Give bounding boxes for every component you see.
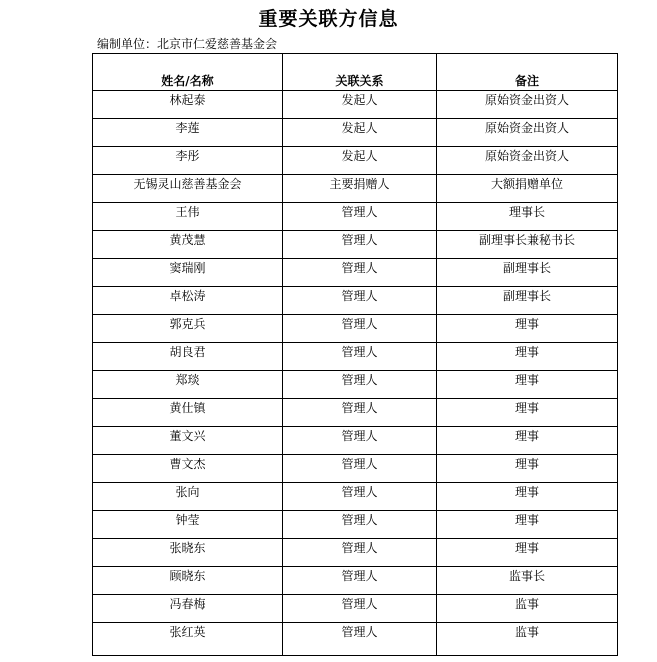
cell-relationship: 管理人 [283, 399, 437, 427]
table-row [93, 231, 618, 259]
table-row [93, 175, 618, 203]
cell-remark: 监事长 [437, 567, 618, 595]
table-row [93, 623, 618, 656]
cell-relationship: 管理人 [283, 315, 437, 343]
cell-name: 黄仕镇 [93, 399, 283, 427]
cell-name: 郭克兵 [93, 315, 283, 343]
cell-relationship: 管理人 [283, 539, 437, 567]
cell-remark: 监事 [437, 595, 618, 623]
cell-remark: 理事 [437, 511, 618, 539]
header-name: 姓名/名称 [93, 54, 283, 91]
cell-name: 顾晓东 [93, 567, 283, 595]
cell-remark: 理事 [437, 399, 618, 427]
cell-relationship: 主要捐赠人 [283, 175, 437, 203]
cell-remark: 理事长 [437, 203, 618, 231]
table-header [93, 54, 618, 91]
table-row [93, 147, 618, 175]
compiler-label: 编制单位：北京市仁爱慈善基金会 [97, 37, 278, 51]
table-row [93, 511, 618, 539]
cell-name: 张红英 [93, 623, 283, 656]
cell-relationship: 管理人 [283, 623, 437, 656]
table-row [93, 315, 618, 343]
cell-name: 李莲 [93, 119, 283, 147]
cell-remark: 原始资金出资人 [437, 91, 618, 119]
header-remark: 备注 [437, 54, 618, 91]
cell-relationship: 发起人 [283, 119, 437, 147]
cell-remark: 监事 [437, 623, 618, 656]
cell-remark: 副理事长 [437, 287, 618, 315]
cell-remark: 副理事长兼秘书长 [437, 231, 618, 259]
cell-remark: 副理事长 [437, 259, 618, 287]
table-row [93, 371, 618, 399]
cell-relationship: 管理人 [283, 203, 437, 231]
cell-remark: 理事 [437, 343, 618, 371]
cell-name: 董文兴 [93, 427, 283, 455]
related-party-table [92, 53, 618, 656]
table-row [93, 567, 618, 595]
cell-remark: 理事 [437, 539, 618, 567]
page-title: 重要关联方信息 [258, 8, 399, 30]
cell-relationship: 管理人 [283, 427, 437, 455]
cell-relationship: 管理人 [283, 511, 437, 539]
cell-name: 卓松涛 [93, 287, 283, 315]
cell-relationship: 管理人 [283, 287, 437, 315]
cell-remark: 大额捐赠单位 [437, 175, 618, 203]
cell-name: 钟莹 [93, 511, 283, 539]
cell-name: 无锡灵山慈善基金会 [93, 175, 283, 203]
cell-remark: 理事 [437, 427, 618, 455]
table-row [93, 119, 618, 147]
cell-name: 黄茂慧 [93, 231, 283, 259]
table-header-row [93, 54, 618, 91]
cell-name: 林起泰 [93, 91, 283, 119]
cell-relationship: 管理人 [283, 455, 437, 483]
cell-name: 王伟 [93, 203, 283, 231]
cell-relationship: 发起人 [283, 91, 437, 119]
header-relationship: 关联关系 [283, 54, 437, 91]
cell-relationship: 管理人 [283, 567, 437, 595]
cell-remark: 原始资金出资人 [437, 147, 618, 175]
table-row [93, 455, 618, 483]
cell-relationship: 管理人 [283, 343, 437, 371]
cell-remark: 原始资金出资人 [437, 119, 618, 147]
cell-remark: 理事 [437, 371, 618, 399]
cell-relationship: 管理人 [283, 259, 437, 287]
cell-relationship: 管理人 [283, 231, 437, 259]
table-row [93, 427, 618, 455]
cell-remark: 理事 [437, 455, 618, 483]
cell-name: 郑琰 [93, 371, 283, 399]
table-row [93, 343, 618, 371]
cell-name: 胡良君 [93, 343, 283, 371]
table-row [93, 539, 618, 567]
table-row [93, 595, 618, 623]
cell-name: 张晓东 [93, 539, 283, 567]
table-row [93, 91, 618, 119]
cell-relationship: 发起人 [283, 147, 437, 175]
cell-name: 张向 [93, 483, 283, 511]
table-row [93, 287, 618, 315]
cell-remark: 理事 [437, 483, 618, 511]
cell-remark: 理事 [437, 315, 618, 343]
table-body [93, 91, 618, 656]
cell-name: 曹文杰 [93, 455, 283, 483]
table-row [93, 399, 618, 427]
table-row [93, 203, 618, 231]
cell-relationship: 管理人 [283, 371, 437, 399]
cell-name: 李彤 [93, 147, 283, 175]
cell-name: 冯春梅 [93, 595, 283, 623]
cell-relationship: 管理人 [283, 483, 437, 511]
cell-relationship: 管理人 [283, 595, 437, 623]
table-row [93, 259, 618, 287]
table-row [93, 483, 618, 511]
cell-name: 窦瑞刚 [93, 259, 283, 287]
